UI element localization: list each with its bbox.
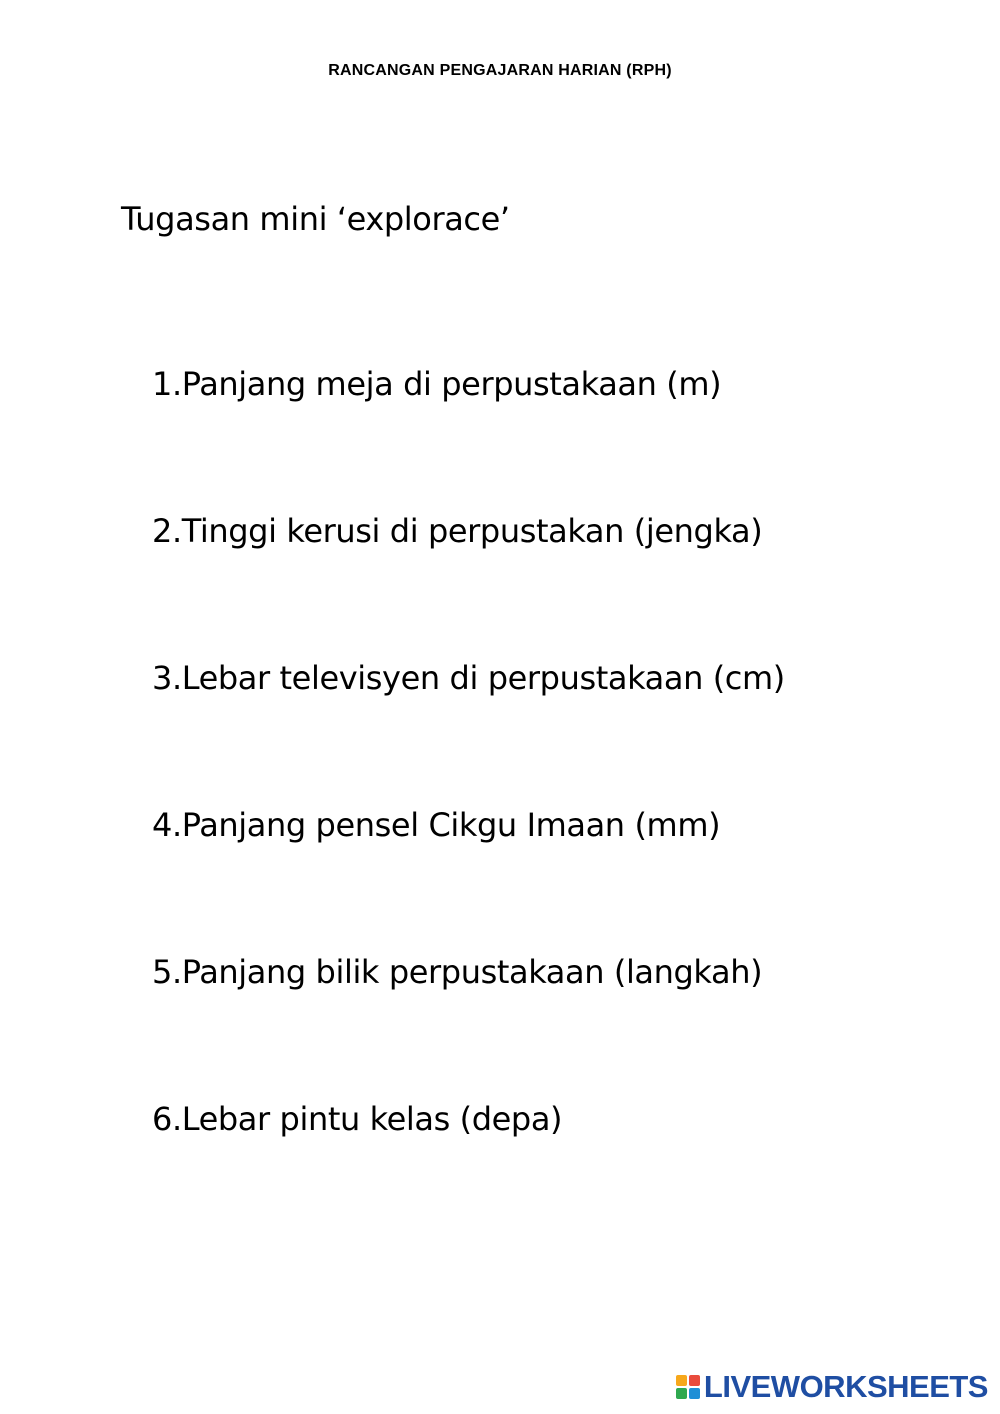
logo-square-4 <box>689 1388 700 1399</box>
logo-square-3 <box>676 1388 687 1399</box>
list-item: 2.Tinggi kerusi di perpustakan (jengka) <box>152 512 763 550</box>
task-title: Tugasan mini ‘explorace’ <box>121 200 510 238</box>
page-header: RANCANGAN PENGAJARAN HARIAN (RPH) <box>328 62 672 79</box>
task-list <box>152 362 785 1244</box>
list-item: 3.Lebar televisyen di perpustakaan (cm) <box>152 659 785 697</box>
brand-text: LIVEWORKSHEETS <box>703 1369 988 1404</box>
liveworksheets-logo-icon <box>676 1375 700 1399</box>
list-item: 4.Panjang pensel Cikgu Imaan (mm) <box>152 806 721 844</box>
logo-square-2 <box>689 1375 700 1386</box>
list-item: 6.Lebar pintu kelas (depa) <box>152 1100 563 1138</box>
list-item: 1.Panjang meja di perpustakaan (m) <box>152 365 722 403</box>
logo-square-1 <box>676 1375 687 1386</box>
liveworksheets-watermark <box>676 1371 988 1402</box>
list-item: 5.Panjang bilik perpustakaan (langkah) <box>152 953 763 991</box>
